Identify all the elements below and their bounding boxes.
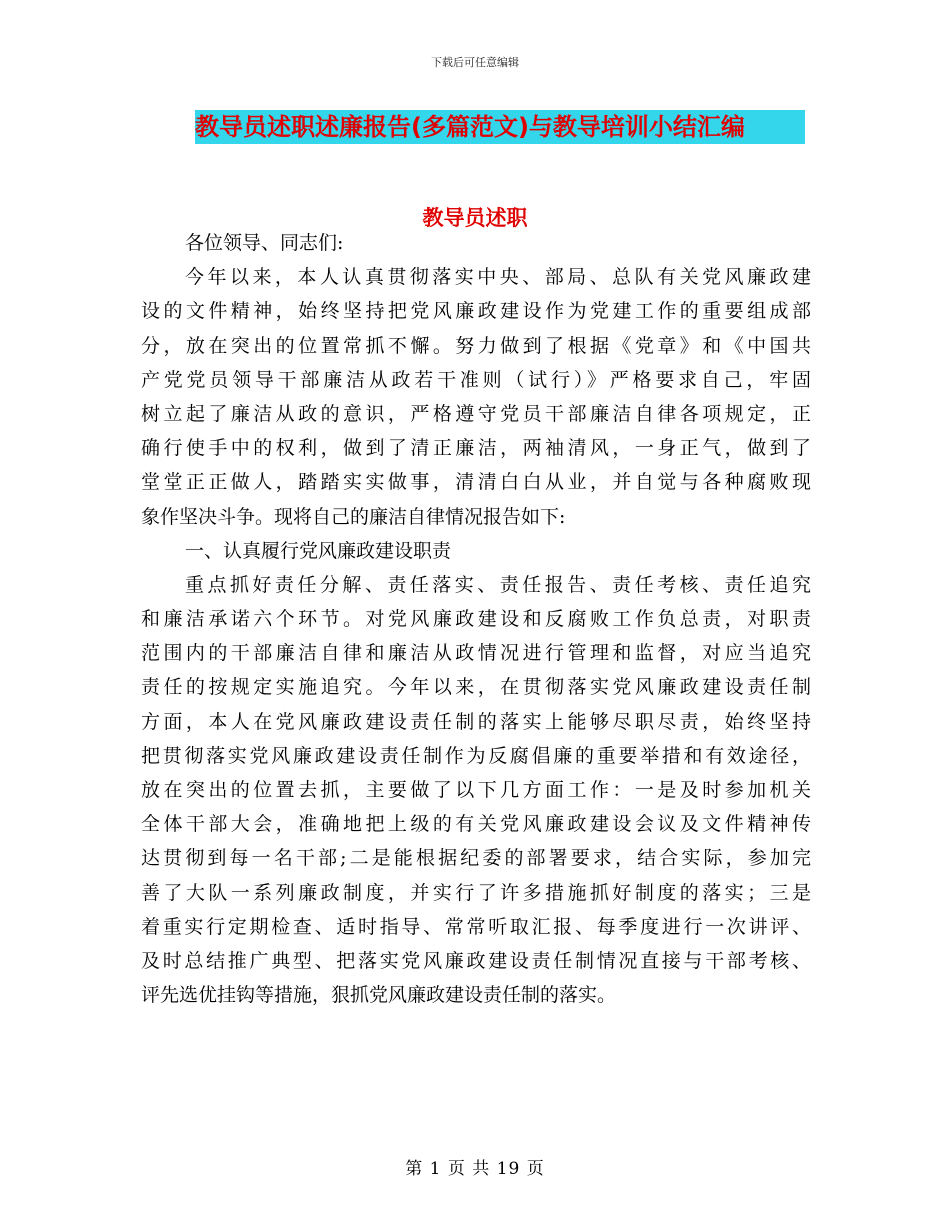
subheading: 一、认真履行党风廉政建设职责 — [185, 539, 452, 562]
paragraph-line: 分，放在突出的位置常抓不懈。努力做到了根据《党章》和《中国共 — [141, 334, 811, 357]
paragraph-line: 把贯彻落实党风廉政建设责任制作为反腐倡廉的重要举措和有效途径， — [141, 744, 811, 767]
paragraph-line: 方面，本人在党风廉政建设责任制的落实上能够尽职尽责，始终坚持 — [141, 710, 811, 733]
paragraph-line: 着重实行定期检查、适时指导、常常听取汇报、每季度进行一次讲评、 — [141, 915, 811, 938]
paragraph-line: 和廉洁承诺六个环节。对党风廉政建设和反腐败工作负总责，对职责 — [141, 608, 811, 631]
paragraph-line: 放在突出的位置去抓，主要做了以下几方面工作：一是及时参加机关 — [141, 779, 811, 801]
paragraph-line: 确行使手中的权利，做到了清正廉洁，两袖清风，一身正气，做到了 — [141, 437, 811, 460]
paragraph-line: 善了大队一系列廉政制度，并实行了许多措施抓好制度的落实；三是 — [141, 881, 811, 904]
document-main-title: 教导员述职述廉报告(多篇范文)与教导培训小结汇编 — [195, 110, 805, 144]
paragraph-line: 范围内的干部廉洁自律和廉洁从政情况进行管理和监督，对应当追究 — [141, 642, 811, 665]
paragraph-line: 今年以来，本人认真贯彻落实中央、部局、总队有关党风廉政建 — [185, 266, 811, 289]
paragraph-line: 树立起了廉洁从政的意识，严格遵守党员干部廉洁自律各项规定，正 — [141, 402, 811, 425]
paragraph-line: 堂堂正正做人，踏踏实实做事，清清白白从业，并自觉与各种腐败现 — [141, 471, 811, 494]
paragraph-line: 设的文件精神，始终坚持把党风廉政建设作为党建工作的重要组成部 — [141, 300, 811, 323]
document-body — [141, 226, 811, 1012]
paragraph-line: 产党党员领导干部廉洁从政若干准则（试行）》严格要求自己，牢固 — [141, 368, 811, 391]
paragraph-line: 达贯彻到每一名干部;二是能根据纪委的部署要求，结合实际，参加完 — [141, 847, 811, 870]
salutation: 各位领导、同志们: — [185, 232, 344, 254]
paragraph-line: 全体干部大会，准确地把上级的有关党风廉政建设会议及文件精神传 — [141, 813, 811, 836]
page-header-note: 下载后可任意编辑 — [431, 56, 519, 69]
section-title: 教导员述职 — [422, 206, 528, 230]
paragraph-line: 评先选优挂钩等措施，狠抓党风廉政建设责任制的落实。 — [141, 984, 617, 1007]
page-number-footer: 第 1 页 共 19 页 — [405, 1159, 545, 1179]
paragraph-line: 责任的按规定实施追究。今年以来，在贯彻落实党风廉政建设责任制 — [141, 676, 811, 699]
paragraph-line: 重点抓好责任分解、责任落实、责任报告、责任考核、责任追究 — [185, 573, 811, 596]
paragraph-line: 及时总结推广典型、把落实党风廉政建设责任制情况直接与干部考核、 — [141, 949, 811, 972]
paragraph-line: 象作坚决斗争。现将自己的廉洁自律情况报告如下: — [141, 505, 566, 528]
